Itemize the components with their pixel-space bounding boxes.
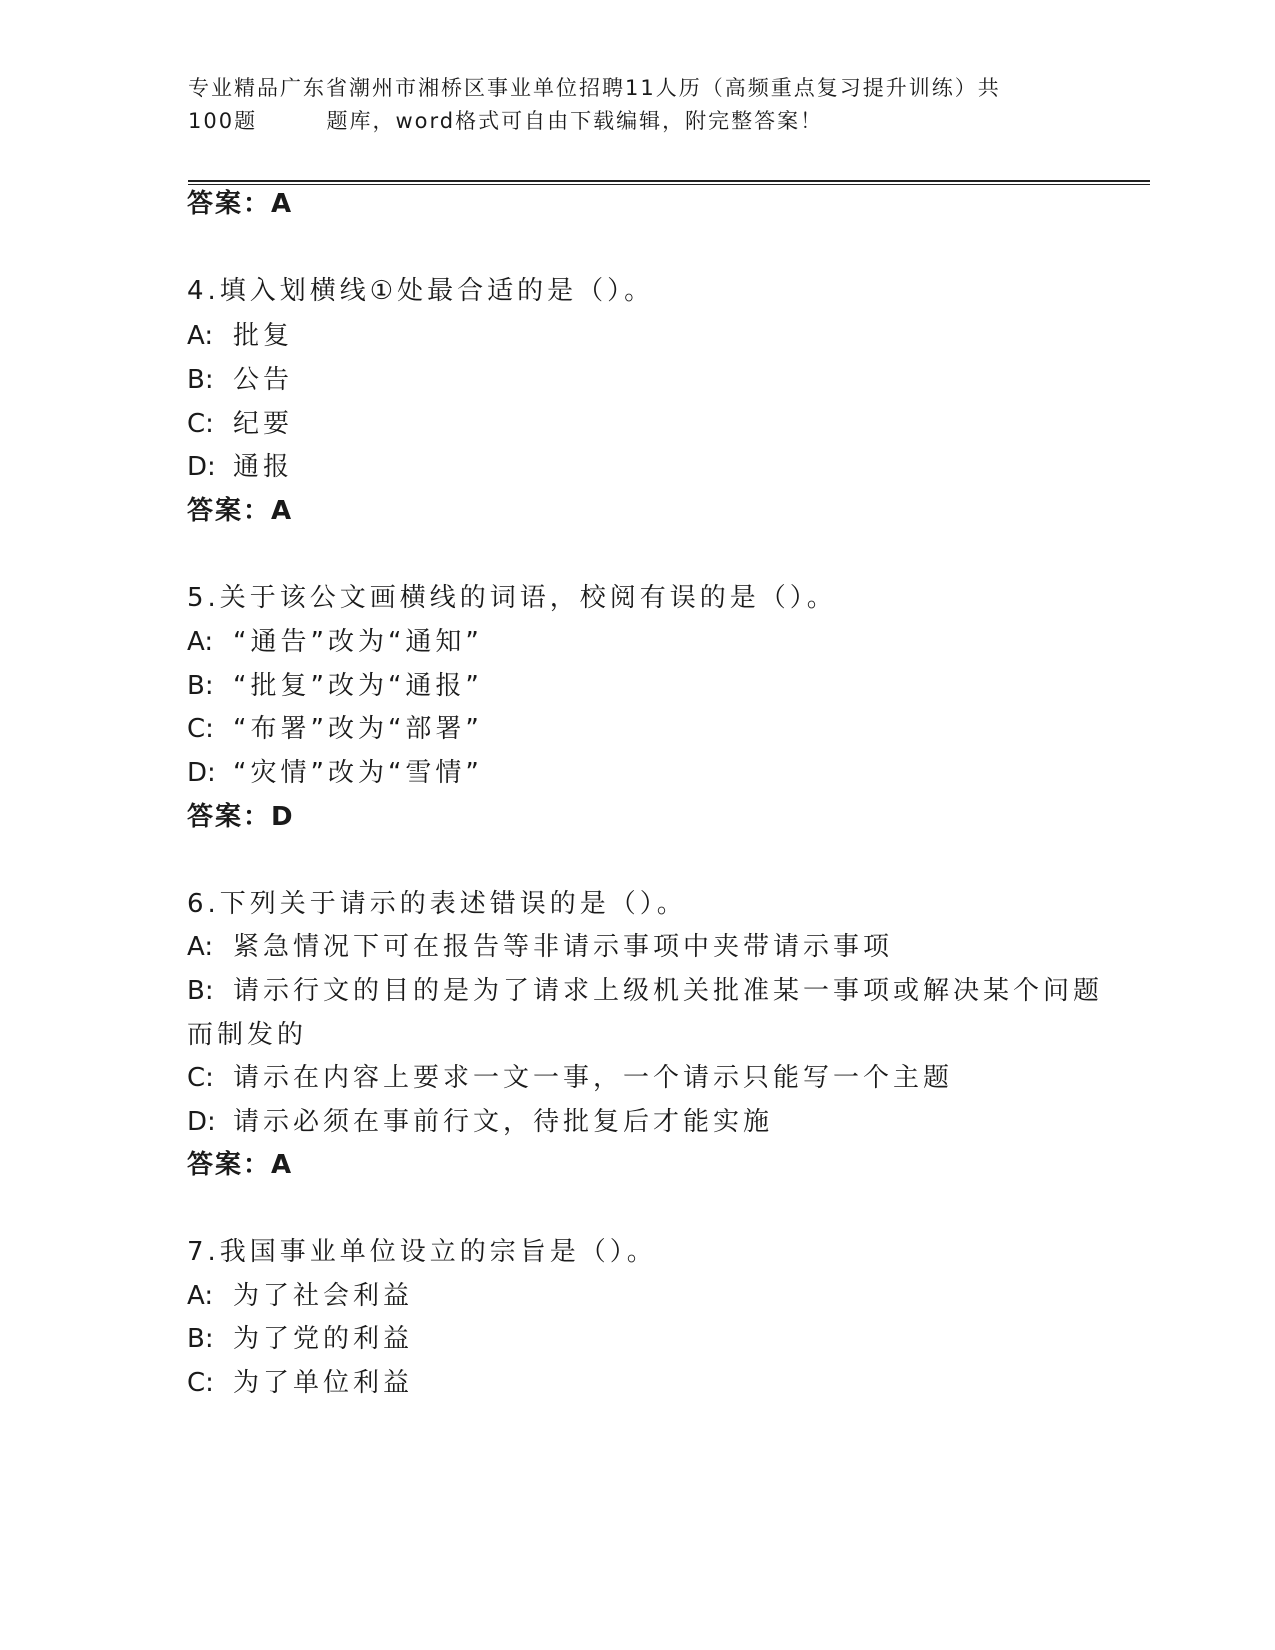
- header-rule-thin: [188, 184, 1150, 185]
- option-line: [187, 449, 293, 485]
- option-key: B:: [187, 365, 214, 395]
- option-key: C:: [187, 409, 214, 439]
- option-key: C:: [187, 714, 214, 744]
- option-key: A:: [187, 627, 214, 657]
- header-line-1: 专业精品广东省潮州市湘桥区事业单位招聘11人历（高频重点复习提升训练）共: [188, 76, 1001, 100]
- option-line: [187, 668, 483, 704]
- option-key: A:: [187, 932, 214, 962]
- option-text: 请示在内容上要求一文一事，一个请示只能写一个主题: [233, 1063, 954, 1093]
- answer-line: 答案：A: [187, 496, 294, 526]
- option-key: A:: [187, 321, 214, 351]
- option-text: 纪要: [233, 409, 294, 439]
- option-line: [187, 929, 893, 965]
- option-line: [187, 1321, 413, 1357]
- question-stem: 5.关于该公文画横线的词语，校阅有误的是（）。: [187, 583, 837, 613]
- option-text: “灾情”改为“雪情”: [233, 758, 483, 788]
- option-line: [187, 711, 483, 747]
- question-stem: 4.填入划横线①处最合适的是（）。: [187, 276, 655, 306]
- answer-line: 答案：A: [187, 1150, 294, 1180]
- document-header: [188, 72, 1088, 138]
- option-line: [187, 1060, 953, 1096]
- option-line: [187, 1365, 413, 1401]
- option-line: [187, 624, 483, 660]
- answer-line: 答案：D: [187, 802, 295, 832]
- option-line: [187, 1278, 413, 1314]
- option-text: “通告”改为“通知”: [233, 627, 483, 657]
- header-rule-thick: [188, 180, 1150, 182]
- option-text: 为了党的利益: [233, 1324, 414, 1354]
- option-key: A:: [187, 1281, 214, 1311]
- option-key: D:: [187, 452, 216, 482]
- question-stem: 7.我国事业单位设立的宗旨是（）。: [187, 1237, 657, 1267]
- option-text: 公告: [233, 365, 294, 395]
- option-key: D:: [187, 1107, 216, 1137]
- option-line: [187, 318, 293, 354]
- option-key: B:: [187, 1324, 214, 1354]
- option-key: B:: [187, 671, 214, 701]
- question-stem: 6.下列关于请示的表述错误的是（）。: [187, 889, 687, 919]
- option-text: 通报: [233, 452, 294, 482]
- option-text: 批复: [233, 321, 294, 351]
- option-continuation: 而制发的: [187, 1020, 308, 1050]
- option-key: D:: [187, 758, 216, 788]
- option-line: [187, 406, 293, 442]
- option-text: 为了社会利益: [233, 1281, 414, 1311]
- option-key: B:: [187, 976, 214, 1006]
- option-line: [187, 362, 293, 398]
- option-text: 请示必须在事前行文，待批复后才能实施: [233, 1107, 774, 1137]
- header-line-2: 100题 题库，word格式可自由下载编辑，附完整答案！: [188, 109, 824, 133]
- option-text: 为了单位利益: [233, 1368, 414, 1398]
- option-text: 请示行文的目的是为了请求上级机关批准某一事项或解决某个问题: [233, 976, 1104, 1006]
- option-key: C:: [187, 1368, 214, 1398]
- option-key: C:: [187, 1063, 214, 1093]
- option-line: [187, 755, 483, 791]
- answer-prev: 答案：A: [187, 189, 294, 219]
- option-line: [187, 1104, 773, 1140]
- option-text: “布署”改为“部署”: [233, 714, 483, 744]
- option-line: [187, 973, 1103, 1009]
- option-text: 紧急情况下可在报告等非请示事项中夹带请示事项: [233, 932, 894, 962]
- option-text: “批复”改为“通报”: [233, 671, 483, 701]
